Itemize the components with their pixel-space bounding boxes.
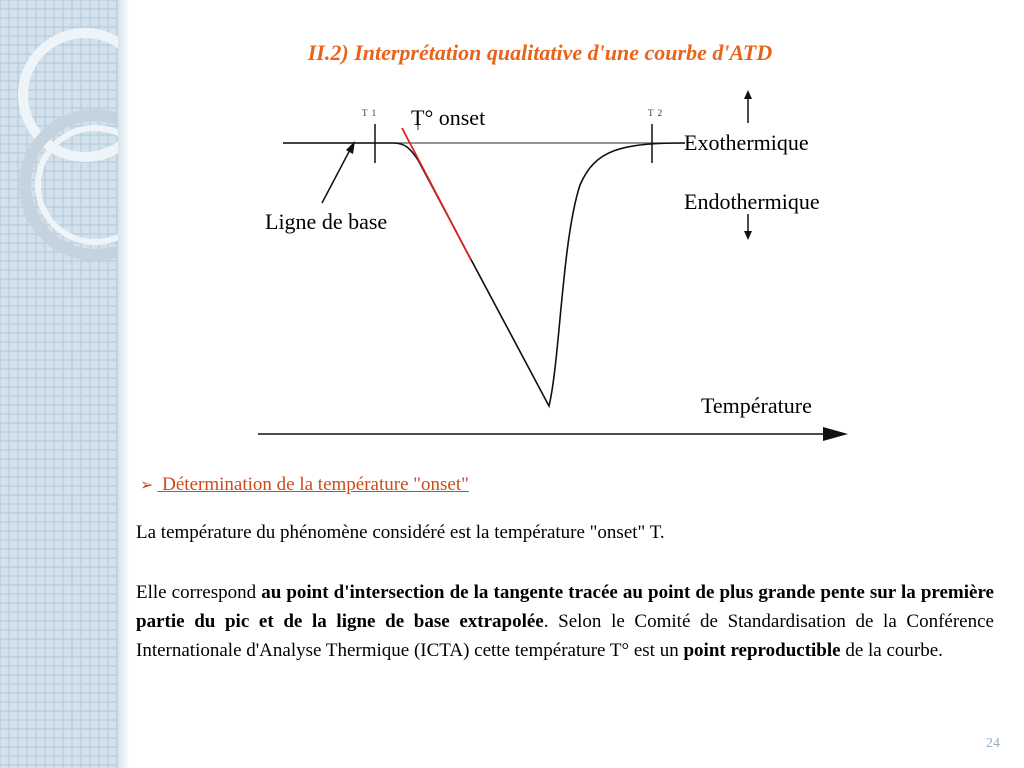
section-heading bbox=[140, 474, 469, 496]
onset-tangent-line bbox=[402, 128, 471, 260]
bullet-arrow-icon: ➢ bbox=[140, 477, 154, 494]
paragraph-text: Elle correspond bbox=[136, 582, 262, 603]
baseline-pointer-arrow bbox=[322, 146, 352, 203]
endothermic-label: Endothermique bbox=[684, 189, 820, 214]
paragraph-onset-definition: La température du phénomène considéré est la température "onset" T. bbox=[136, 522, 665, 543]
baseline-label: Ligne de base bbox=[265, 209, 388, 234]
dta-curve bbox=[283, 143, 685, 406]
exo-up-arrowhead bbox=[744, 90, 752, 99]
temperature-axis-arrowhead bbox=[823, 427, 848, 441]
t1-label: T 1 bbox=[362, 108, 378, 118]
t2-label: T 2 bbox=[648, 108, 664, 118]
page-number: 24 bbox=[986, 736, 1000, 751]
paragraph-bold-text: au point d'intersection de la tangente tracée au point de plus grande pente sur la première partie du pic et de la ligne de base extrapolée bbox=[136, 582, 994, 632]
temperature-label: Température bbox=[701, 393, 812, 418]
paragraph-bold-text: point reproductible bbox=[683, 640, 841, 661]
slide-title: II.2) Interprétation qualitative d'une courbe d'ATD bbox=[307, 40, 773, 65]
section-heading-link[interactable]: Détermination de la température "onset" bbox=[157, 474, 469, 495]
paragraph-text: de la courbe. bbox=[840, 640, 943, 661]
endo-down-arrowhead bbox=[744, 231, 752, 240]
exothermic-label: Exothermique bbox=[684, 130, 809, 155]
paragraph-text: . Selon le Comité de Standardisation de la Conférence Internationale d'Analyse Thermique (ICTA) cette température T° est un bbox=[136, 611, 994, 661]
onset-label: T° onset bbox=[411, 105, 486, 130]
paragraph-onset-explanation bbox=[136, 578, 994, 665]
